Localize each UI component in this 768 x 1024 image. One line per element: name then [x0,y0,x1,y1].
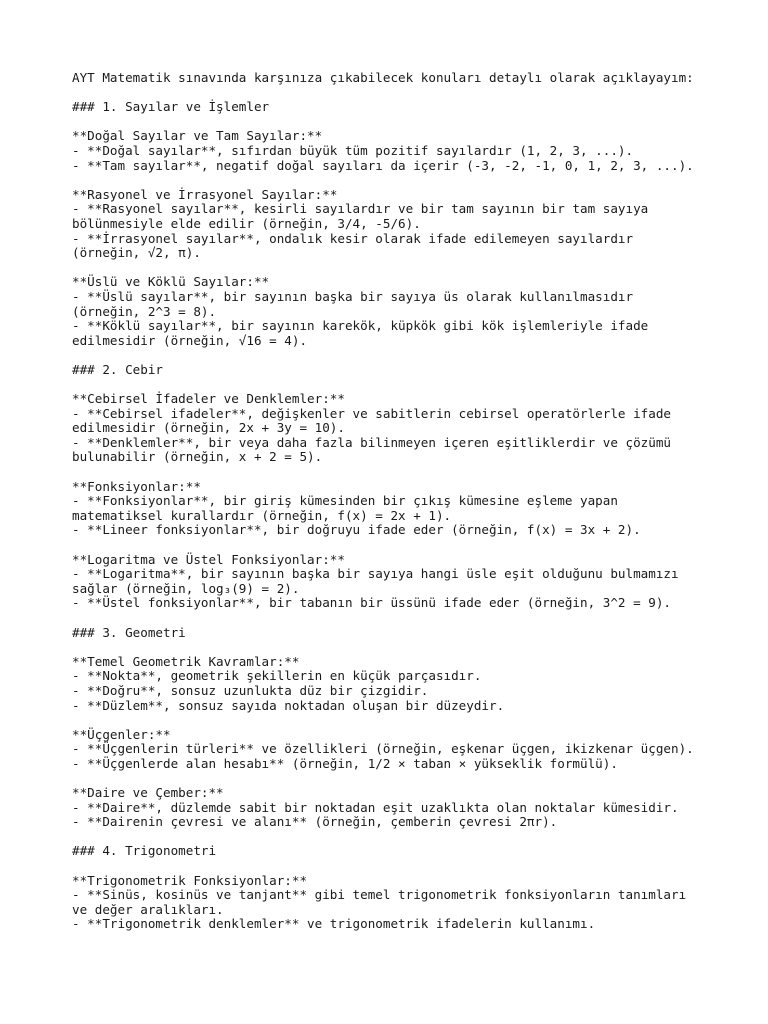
list-item: - **Üslü sayılar**, bir sayının başka bir sayıya üs olarak kullanılmasıdır [72,288,634,304]
blank-line [72,348,732,363]
subsection-heading: **Logaritma ve Üstel Fonksiyonlar:** [72,551,345,567]
text-line: ve değer aralıkları. [72,901,224,917]
list-item: - **Logaritma**, bir sayının başka bir sayıya hangi üsle eşit olduğunu bulmamızı [72,566,679,582]
list-item: - **Düzlem**, sonsuz sayıda noktadan oluşan bir düzeydir. [72,697,505,713]
list-item: - **Dairenin çevresi ve alanı** (örneğin, çemberin çevresi 2πr). [72,814,558,830]
blank-line [72,86,732,101]
section-heading: ### 3. Geometri [72,624,186,640]
text-line: (örneğin, 2^3 = 8). [72,303,217,319]
list-item: - **Rasyonel sayılar**, kesirli sayılardır ve bir tam sayının bir tam sayıya [72,201,649,217]
blank-line [72,115,732,130]
list-item: - **Cebirsel ifadeler**, değişkenler ve sabitlerin cebirsel operatörlerle ifade [72,405,671,421]
document-body [72,71,732,932]
section-heading: ### 2. Cebir [72,361,163,377]
list-item: - **Lineer fonksiyonlar**, bir doğruyu ifade eder (örneğin, f(x) = 3x + 2). [72,522,641,538]
text-line: bulunabilir (örneğin, x + 2 = 5). [72,449,323,465]
subsection-heading: **Fonksiyonlar:** [72,478,201,494]
list-item: - **Doğal sayılar**, sıfırdan büyük tüm pozitif sayılardır (1, 2, 3, ...). [72,142,634,158]
list-item: - **Daire**, düzlemde sabit bir noktadan eşit uzaklıkta olan noktalar kümesidir. [72,799,679,815]
text-line: bölünmesiyle elde edilir (örneğin, 3/4, -5/6). [72,215,421,231]
list-item: - **Köklü sayılar**, bir sayının karekök, küpkök gibi kök işlemleriyle ifade [72,318,649,334]
blank-line [72,830,732,845]
subsection-heading: **Cebirsel İfadeler ve Denklemler:** [72,391,345,407]
list-item: - **Üstel fonksiyonlar**, bir tabanın bir üssünü ifade eder (örneğin, 3^2 = 9). [72,595,671,611]
section-heading: ### 1. Sayılar ve İşlemler [72,99,270,115]
blank-line [72,772,732,787]
blank-line [72,465,732,480]
list-item: - **Denklemler**, bir veya daha fazla bilinmeyen içeren eşitliklerdir ve çözümü [72,434,671,450]
text-line: edilmesidir (örneğin, √16 = 4). [72,332,308,348]
blank-line [72,173,732,188]
blank-line [72,611,732,626]
list-item: - **Doğru**, sonsuz uzunlukta düz bir çizgidir. [72,682,429,698]
list-item: - **Tam sayılar**, negatif doğal sayıları da içerir (-3, -2, -1, 0, 1, 2, 3, ...). [72,157,694,173]
subsection-heading: **Daire ve Çember:** [72,785,224,801]
list-item: - **Sinüs, kosinüs ve tanjant** gibi temel trigonometrik fonksiyonların tanımları [72,887,687,903]
blank-line [72,377,732,392]
text-line: AYT Matematik sınavında karşınıza çıkabilecek konuları detaylı olarak açıklayayım: [72,70,694,85]
text-line: sağlar (örneğin, log₃(9) = 2). [72,580,300,596]
list-item: - **İrrasyonel sayılar**, ondalık kesir olarak ifade edilemeyen sayılardır [72,230,634,246]
subsection-heading: **Üslü ve Köklü Sayılar:** [72,274,270,290]
list-item: - **Üçgenlerde alan hesabı** (örneğin, 1/2 × taban × yükseklik formülü). [72,755,618,771]
blank-line [72,538,732,553]
list-item: - **Nokta**, geometrik şekillerin en küçük parçasıdır. [72,668,482,684]
blank-line [72,713,732,728]
text-line: edilmesidir (örneğin, 2x + 3y = 10). [72,420,345,436]
subsection-heading: **Doğal Sayılar ve Tam Sayılar:** [72,128,323,144]
list-item: - **Trigonometrik denklemler** ve trigonometrik ifadelerin kullanımı. [72,916,596,932]
blank-line [72,640,732,655]
section-heading: ### 4. Trigonometri [72,843,217,859]
list-item: - **Fonksiyonlar**, bir giriş kümesinden bir çıkış kümesine eşleme yapan [72,493,618,509]
subsection-heading: **Üçgenler:** [72,726,171,742]
blank-line [72,859,732,874]
subsection-heading: **Rasyonel ve İrrasyonel Sayılar:** [72,186,338,202]
list-item: - **Üçgenlerin türleri** ve özellikleri (örneğin, eşkenar üçgen, ikizkenar üçgen). [72,741,694,757]
subsection-heading: **Temel Geometrik Kavramlar:** [72,653,300,669]
text-line: matematiksel kurallardır (örneğin, f(x) = 2x + 1). [72,507,452,523]
subsection-heading: **Trigonometrik Fonksiyonlar:** [72,872,308,888]
text-line: (örneğin, √2, π). [72,245,201,261]
